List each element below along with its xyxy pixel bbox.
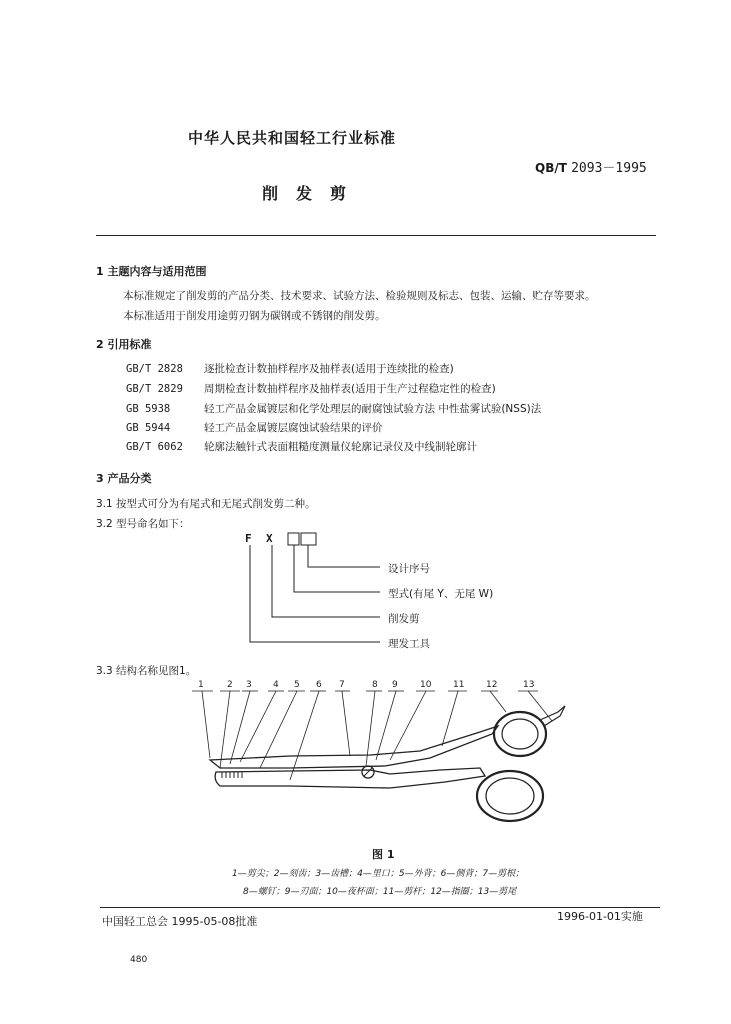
part-number: 8 (372, 680, 378, 690)
clause-3-3: 3.3 结构名称见图1。 (96, 665, 197, 677)
reference-item (126, 439, 477, 454)
code-box-sequence (301, 533, 316, 545)
part-number: 11 (453, 680, 465, 690)
reference-code: GB/T 2829 (126, 383, 183, 395)
code-label-hairdressing-tool: 理发工具 (388, 638, 430, 650)
approval-date: 中国轻工总会 1995-05-08批准 (102, 915, 258, 928)
figure-caption: 图 1 (372, 848, 395, 861)
standard-code (535, 157, 647, 176)
reference-item (126, 420, 383, 435)
reference-title: 轮廓法触针式表面粗糙度测量仪轮廓记录仪及中线制轮廓计 (204, 441, 477, 453)
figure-legend-line-2: 8—螺钉；9—刃面；10—夜杯面；11—剪杆；12—指圈；13—剪尾 (243, 887, 517, 897)
standard-organization: 中华人民共和国轻工行业标准 (188, 129, 397, 147)
part-number: 7 (339, 680, 345, 690)
section-1-paragraph-2: 本标准适用于削发用途剪刃钢为碳钢或不锈钢的削发剪。 (123, 310, 386, 322)
section-3-heading: 3 产品分类 (96, 472, 152, 485)
clause-3-2: 3.2 型号命名如下： (96, 518, 190, 530)
part-number: 3 (246, 680, 252, 690)
part-number: 1 (198, 680, 204, 690)
reference-item (126, 361, 454, 376)
reference-item (126, 381, 496, 396)
code-box-type (288, 533, 299, 545)
code-label-thinning-scissors: 削发剪 (388, 613, 420, 625)
reference-code: GB 5938 (126, 403, 171, 415)
code-prefix: QB/T (535, 161, 567, 175)
reference-title: 周期检查计数抽样程序及抽样表(适用于生产过程稳定性的检查) (204, 383, 496, 395)
part-number: 6 (316, 680, 322, 690)
reference-title: 逐批检查计数抽样程序及抽样表(适用于连续批的检查) (204, 363, 454, 375)
code-label-type: 型式(有尾 Y、无尾 W) (388, 588, 494, 600)
upper-blade (210, 726, 498, 768)
part-number: 10 (420, 680, 432, 690)
section-1-heading: 1 主题内容与适用范围 (96, 265, 207, 278)
reference-title: 轻工产品金属镀层和化学处理层的耐腐蚀试验方法 中性盐雾试验(NSS)法 (204, 403, 542, 415)
part-number: 4 (273, 680, 279, 690)
part-number: 9 (392, 680, 398, 690)
code-letter-x: X (266, 532, 273, 545)
page-title: 削发剪 (262, 184, 365, 203)
reference-title: 轻工产品金属镀层腐蚀试验结果的评价 (204, 422, 383, 434)
reference-code: GB 5944 (126, 422, 171, 434)
header-divider (96, 235, 656, 236)
code-letter-f: F (245, 532, 252, 545)
effective-date: 1996-01-01实施 (557, 910, 643, 923)
reference-code: GB/T 2828 (126, 363, 183, 375)
part-number: 2 (227, 680, 233, 690)
model-code-diagram (240, 528, 400, 653)
section-1-paragraph-1: 本标准规定了削发剪的产品分类、技术要求、试验方法、检验规则及标志、包装、运输、贮存等要求。 (123, 290, 596, 302)
code-number: 2093－1995 (571, 161, 647, 176)
part-number: 5 (294, 680, 300, 690)
reference-item (126, 401, 541, 416)
section-2-heading: 2 引用标准 (96, 338, 152, 351)
page-number: 480 (130, 955, 148, 965)
figure-legend-line-1: 1—剪尖；2—刻齿；3—齿槽；4—里口；5—外背；6—侧背；7—剪根； (232, 869, 525, 879)
code-label-sequence: 设计序号 (388, 563, 430, 575)
lower-blade (215, 768, 485, 788)
scissors-figure (180, 676, 580, 846)
clause-3-1: 3.1 按型式可分为有尾式和无尾式削发剪二种。 (96, 498, 316, 510)
reference-code: GB/T 6062 (126, 441, 183, 453)
part-number: 13 (523, 680, 535, 690)
part-number: 12 (486, 680, 498, 690)
